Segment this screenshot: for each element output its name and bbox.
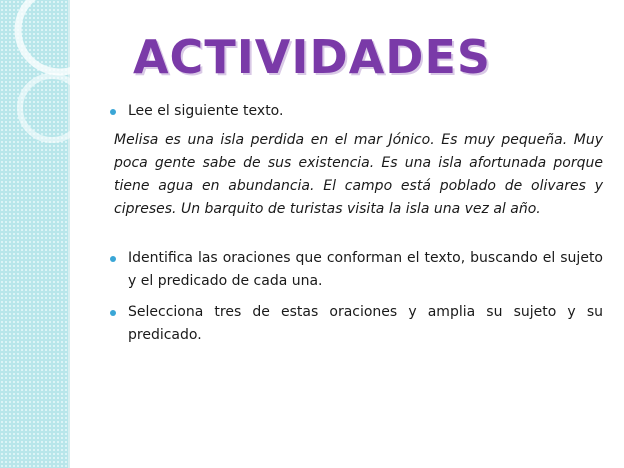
reading-passage: Melisa es una isla perdida en el mar Jónico. Es muy pequeña. Muy poca gente sabe de sus existencia. Es una isla afortunada porque tiene agua en abundancia. El campo está poblado de olivares y cipreses. Un barquito de turistas visita la isla una vez al año.: [114, 132, 603, 217]
slide-content: [110, 100, 603, 347]
bullet-text: Lee el siguiente texto.: [128, 103, 284, 119]
bullet-text: Identifica las oraciones que conforman el texto, buscando el sujeto y el predicado de cada una.: [128, 250, 603, 289]
bullet-dot-icon: [110, 310, 116, 316]
bullet-item-read: [110, 100, 603, 123]
bullet-dot-icon: [110, 256, 116, 262]
bullet-item-select: [110, 301, 603, 347]
bullet-text: Selecciona tres de estas oraciones y amplia su sujeto y su predicado.: [128, 304, 603, 343]
bullet-dot-icon: [110, 109, 116, 115]
slide-title: ACTIVIDADES: [132, 30, 492, 84]
decorative-ring-small: [20, 76, 84, 140]
bullet-item-identify: [110, 247, 603, 293]
